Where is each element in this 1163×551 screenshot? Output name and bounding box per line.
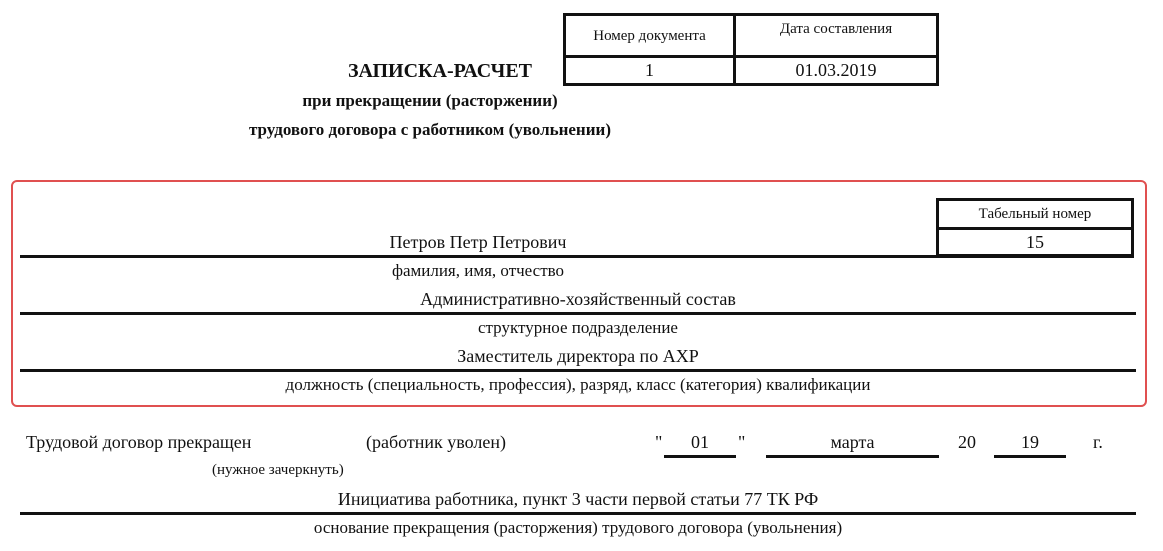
document-subtitle-line2: трудового договора с работником (увольнении) — [249, 120, 611, 139]
employee-full-name: Петров Петр Петрович — [389, 232, 567, 252]
termination-month: марта — [830, 432, 875, 452]
basis-underline — [20, 512, 1136, 515]
document-number-date-table — [563, 13, 939, 86]
termination-day: 01 — [691, 432, 709, 452]
termination-basis: Инициатива работника, пункт 3 части первой статьи 77 ТК РФ — [337, 489, 819, 509]
position-value: Заместитель директора по АХР — [457, 346, 699, 366]
day-quote-close: " — [738, 432, 746, 452]
full-name-caption: фамилия, имя, отчество — [391, 261, 565, 280]
contract-terminated-label: Трудовой договор прекращен — [26, 432, 252, 452]
table-divider-horizontal — [566, 55, 936, 58]
strike-out-hint: (нужное зачеркнуть) — [212, 462, 344, 478]
doc-number-value: 1 — [645, 60, 654, 80]
day-quote-open: " — [655, 432, 663, 452]
tab-number-box — [936, 198, 1134, 257]
month-underline — [766, 455, 939, 458]
department-caption: структурное подразделение — [478, 318, 678, 337]
doc-number-header: Номер документа — [593, 28, 706, 44]
department-underline — [20, 312, 1136, 315]
position-underline — [20, 369, 1136, 372]
basis-caption: основание прекращения (расторжения) трудового договора (увольнения) — [313, 518, 843, 537]
department-value: Административно-хозяйственный состав — [420, 289, 736, 309]
day-underline — [664, 455, 736, 458]
dismissed-label: (работник уволен) — [366, 432, 507, 452]
doc-date-value: 01.03.2019 — [795, 60, 877, 80]
position-caption: должность (специальность, профессия), разряд, класс (категория) квалификации — [285, 375, 871, 394]
document-subtitle-line1: при прекращении (расторжении) — [302, 91, 558, 110]
year-unit: г. — [1093, 432, 1103, 452]
document-title: ЗАПИСКА-РАСЧЕТ — [347, 60, 533, 82]
tab-number-header: Табельный номер — [978, 206, 1092, 222]
full-name-underline — [20, 255, 1134, 258]
year-underline — [994, 455, 1066, 458]
doc-date-header: Дата составления — [779, 21, 893, 37]
tab-number-value: 15 — [1026, 232, 1044, 252]
year-prefix: 20 — [958, 432, 976, 452]
tab-box-divider — [939, 227, 1131, 230]
termination-year: 19 — [1021, 432, 1039, 452]
